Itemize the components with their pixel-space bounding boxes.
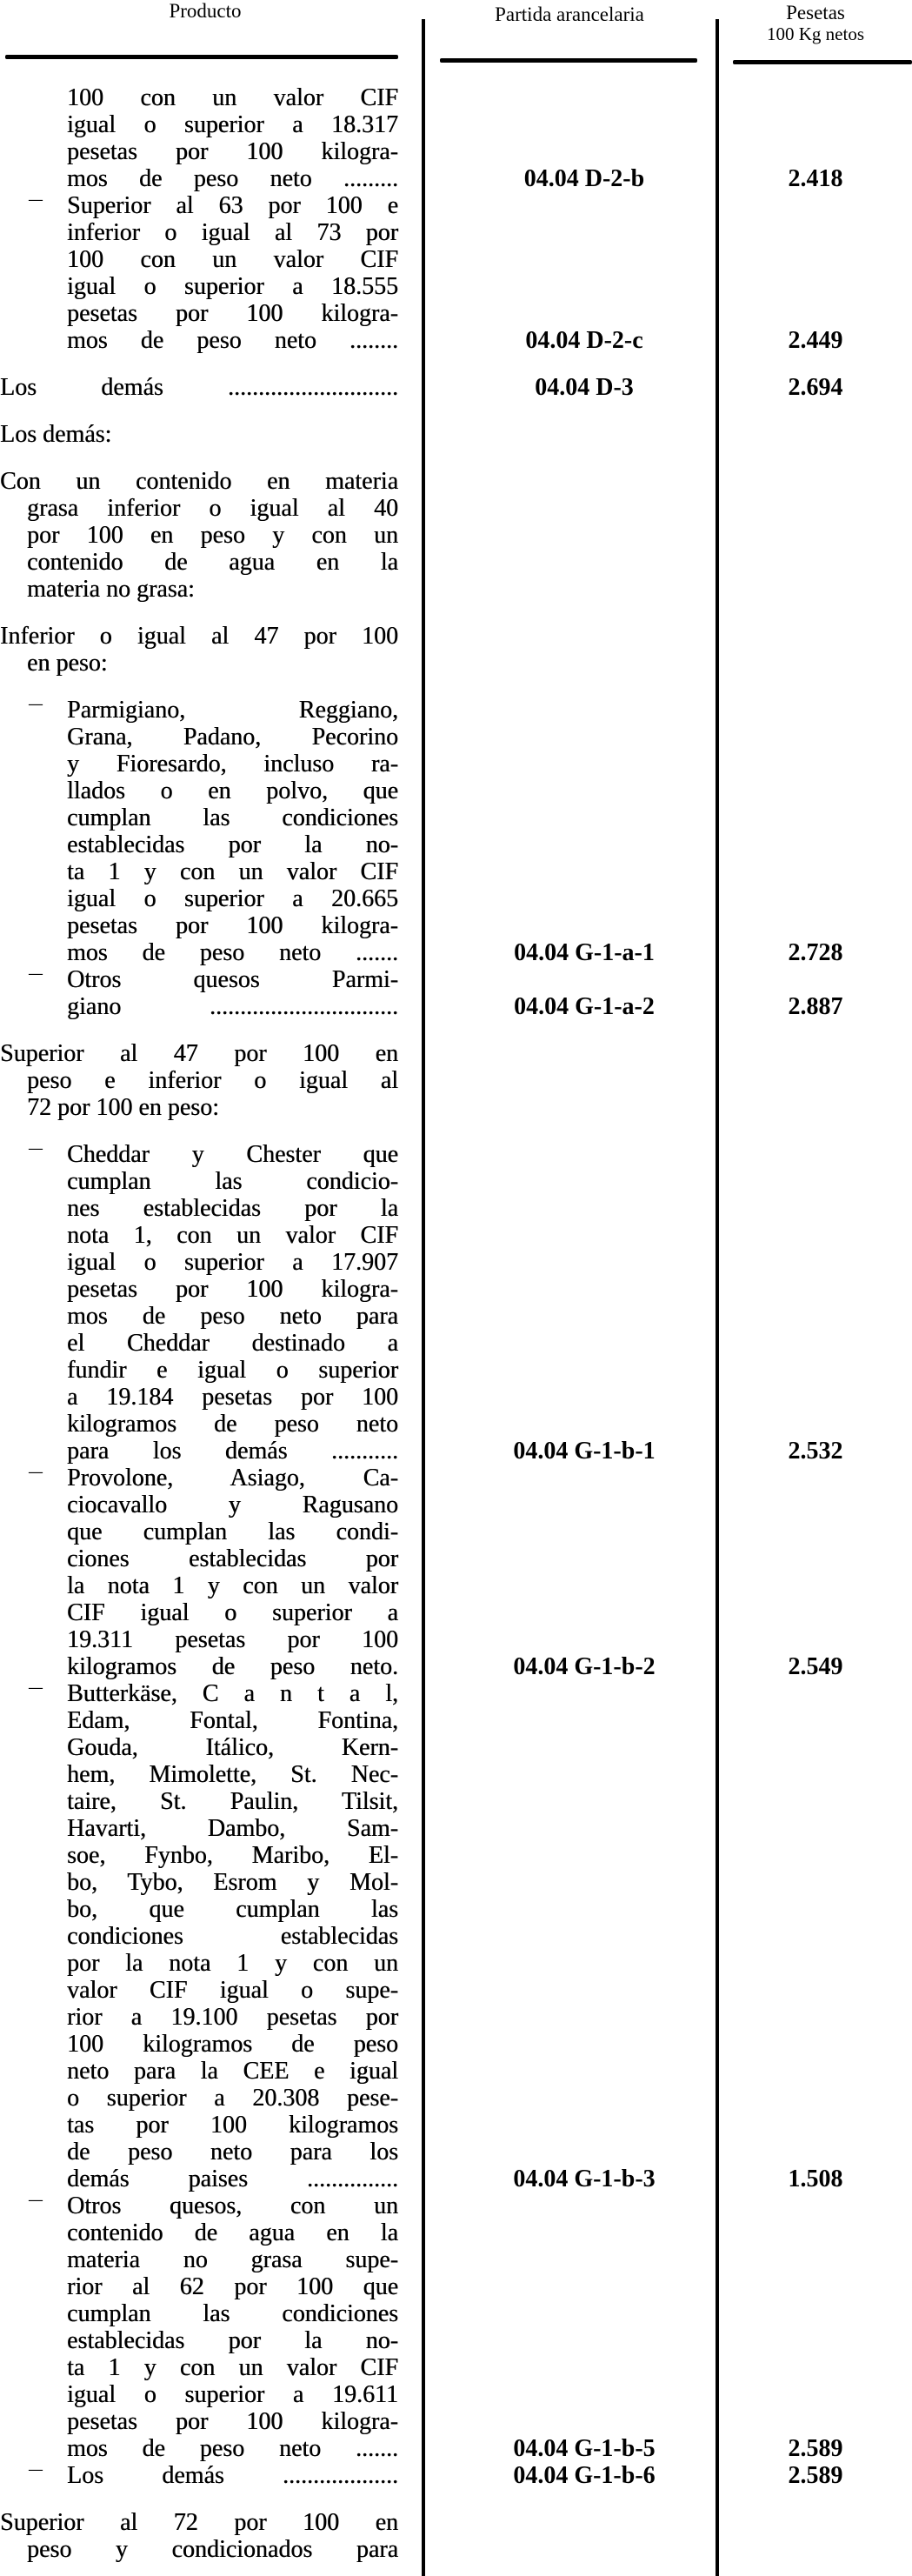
product-text-line: Superior al 72 por 100 en bbox=[0, 2509, 398, 2536]
product-text-line: por 100 en peso y con un bbox=[27, 522, 398, 549]
product-text-line: Otros quesos, con un bbox=[67, 2192, 398, 2219]
tariff-code: 04.04 D-2-b bbox=[523, 165, 645, 192]
product-text-line: pesetas por 100 kilogra- bbox=[67, 912, 398, 939]
price-value: 1.508 bbox=[788, 2166, 843, 2192]
product-text-line: mos de peso neto para bbox=[67, 1303, 398, 1330]
product-text-line: pesetas por 100 kilogra- bbox=[67, 300, 398, 327]
table-row bbox=[0, 1141, 912, 1465]
product-text-line: mos de peso neto ......... bbox=[67, 165, 398, 192]
tariff-code: 04.04 G-1-b-5 bbox=[513, 2435, 656, 2462]
product-text-line: hem, Mimolette, St. Nec- bbox=[67, 1761, 398, 1788]
row-values bbox=[0, 993, 912, 1020]
product-text-line: kilogramos de peso neto. bbox=[67, 1653, 398, 1680]
product-text-line: llados o en polvo, que bbox=[67, 777, 398, 804]
table-row bbox=[0, 966, 912, 1020]
dash-bullet-icon: — bbox=[29, 1141, 43, 1156]
row-values bbox=[0, 2462, 912, 2489]
product-text-line: establecidas por la no- bbox=[67, 831, 398, 858]
product-text-line: Provolone, Asiago, Ca- bbox=[67, 1465, 398, 1492]
table-row bbox=[0, 1040, 912, 1121]
product-text-line: Los demás ................... bbox=[67, 2462, 398, 2489]
header-tariff: Partida arancelaria bbox=[495, 3, 644, 25]
product-text-line: de peso neto para los bbox=[67, 2139, 398, 2166]
product-text-line: igual o superior a 20.665 bbox=[67, 885, 398, 912]
product-text-line: nota 1, con un valor CIF bbox=[67, 1222, 398, 1249]
product-text-line: Los demás: bbox=[0, 421, 112, 448]
product-text-line: cumplan las condiciones bbox=[67, 2300, 398, 2327]
product-text-line: grasa inferior o igual al 40 bbox=[27, 495, 398, 522]
product-text-line: Con un contenido en materia bbox=[0, 468, 398, 495]
dash-bullet-icon: — bbox=[29, 697, 43, 711]
product-text-line: Butterkäse, C a n t a l, bbox=[67, 1680, 398, 1707]
product-text-line: 100 kilogramos de peso bbox=[67, 2031, 398, 2058]
dash-bullet-icon: — bbox=[29, 192, 43, 207]
product-text-line: bo, que cumplan las bbox=[67, 1896, 398, 1923]
price-value: 2.589 bbox=[788, 2462, 843, 2489]
product-text-line: peso y condicionados para bbox=[27, 2536, 398, 2563]
header-price-line2: 100 Kg netos bbox=[767, 23, 864, 44]
table-row bbox=[0, 468, 912, 603]
product-text-line: igual o superior a 18.555 bbox=[67, 273, 398, 300]
product-text-line: por la nota 1 y con un bbox=[67, 1950, 398, 1977]
product-text-line: Grana, Padano, Pecorino bbox=[67, 724, 398, 751]
header-price-line1: Pesetas bbox=[786, 2, 845, 23]
dash-bullet-icon: — bbox=[29, 1680, 43, 1695]
product-text-line: la nota 1 y con un valor bbox=[67, 1572, 398, 1599]
table-row bbox=[0, 2509, 912, 2563]
product-text-line: fundir e igual o superior bbox=[67, 1357, 398, 1384]
product-text-line: rior al 62 por 100 que bbox=[67, 2273, 398, 2300]
product-text-line: condiciones establecidas bbox=[67, 1923, 398, 1950]
table-row bbox=[0, 84, 912, 192]
dash-bullet-icon: — bbox=[29, 2462, 43, 2477]
tariff-table-body bbox=[0, 84, 912, 2563]
tariff-code: 04.04 G-1-a-2 bbox=[514, 993, 655, 1020]
product-text-line: para los demás ........... bbox=[67, 1438, 398, 1465]
table-row bbox=[0, 421, 912, 448]
product-text-line: igual o superior a 17.907 bbox=[67, 1249, 398, 1276]
product-text-line: contenido de agua en la bbox=[27, 549, 398, 576]
price-value: 2.694 bbox=[788, 374, 843, 401]
header-rule-tariff bbox=[440, 58, 697, 63]
product-text-line: Otros quesos Parmi- bbox=[67, 966, 398, 993]
row-values bbox=[0, 374, 912, 401]
table-row bbox=[0, 374, 912, 401]
product-text-line: a 19.184 pesetas por 100 bbox=[67, 1384, 398, 1411]
product-text-line: nes establecidas por la bbox=[67, 1195, 398, 1222]
product-text-line: kilogramos de peso neto bbox=[67, 1411, 398, 1438]
dash-bullet-icon: — bbox=[29, 1465, 43, 1479]
product-text-line: mos de peso neto ....... bbox=[67, 939, 398, 966]
product-text-line: ciocavallo y Ragusano bbox=[67, 1492, 398, 1518]
table-row bbox=[0, 1680, 912, 2192]
product-text-line: giano ............................... bbox=[67, 993, 398, 1020]
product-text-line: materia no grasa supe- bbox=[67, 2246, 398, 2273]
product-text-line: y Fioresardo, incluso ra- bbox=[67, 751, 398, 777]
product-text-line: 100 con un valor CIF bbox=[67, 246, 398, 273]
price-value: 2.589 bbox=[788, 2435, 843, 2462]
tariff-code: 04.04 G-1-b-1 bbox=[513, 1438, 656, 1465]
header-rule-product bbox=[5, 55, 398, 59]
row-values bbox=[0, 939, 912, 966]
product-text-line: 100 con un valor CIF bbox=[67, 84, 398, 111]
product-text-line: pesetas por 100 kilogra- bbox=[67, 138, 398, 165]
product-text-line: rior a 19.100 pesetas por bbox=[67, 2004, 398, 2031]
tariff-code: 04.04 D-3 bbox=[535, 374, 634, 401]
row-values bbox=[0, 165, 912, 192]
row-values bbox=[0, 2166, 912, 2192]
product-text-line: Superior al 47 por 100 en bbox=[0, 1040, 398, 1067]
product-text-line: materia no grasa: bbox=[27, 576, 195, 603]
table-row bbox=[0, 2462, 912, 2489]
product-text-line: peso e inferior o igual al bbox=[27, 1067, 398, 1094]
product-text-line: demás paises ............... bbox=[67, 2166, 398, 2192]
product-text-line: que cumplan las condi- bbox=[67, 1518, 398, 1545]
product-text-line: Cheddar y Chester que bbox=[67, 1141, 398, 1168]
product-text-line: 19.311 pesetas por 100 bbox=[67, 1626, 398, 1653]
product-text-line: igual o superior a 18.317 bbox=[67, 111, 398, 138]
tariff-code: 04.04 G-1-b-2 bbox=[513, 1653, 656, 1680]
product-text-line: Gouda, Itálico, Kern- bbox=[67, 1734, 398, 1761]
table-row bbox=[0, 192, 912, 354]
tariff-code: 04.04 G-1-a-1 bbox=[514, 939, 655, 966]
product-text-line: cumplan las condiciones bbox=[67, 804, 398, 831]
tariff-code: 04.04 G-1-b-6 bbox=[513, 2462, 656, 2489]
product-text-line: mos de peso neto ....... bbox=[67, 2435, 398, 2462]
product-text-line: Superior al 63 por 100 e bbox=[67, 192, 398, 219]
header-rule-price bbox=[733, 60, 912, 64]
price-value: 2.449 bbox=[788, 327, 843, 354]
product-text-line: cumplan las condicio- bbox=[67, 1168, 398, 1195]
product-text-line: Edam, Fontal, Fontina, bbox=[67, 1707, 398, 1734]
price-value: 2.532 bbox=[788, 1438, 843, 1465]
product-text-line: Parmigiano, Reggiano, bbox=[67, 697, 398, 724]
dash-bullet-icon: — bbox=[29, 2192, 43, 2207]
dash-bullet-icon: — bbox=[29, 966, 43, 981]
product-text-line: soe, Fynbo, Maribo, El- bbox=[67, 1842, 398, 1869]
product-text-line: valor CIF igual o supe- bbox=[67, 1977, 398, 2004]
product-text-line: igual o superior a 19.611 bbox=[67, 2381, 398, 2408]
product-text-line: Inferior o igual al 47 por 100 bbox=[0, 623, 398, 650]
row-values bbox=[0, 327, 912, 354]
product-text-line: inferior o igual al 73 por bbox=[67, 219, 398, 246]
table-row bbox=[0, 697, 912, 966]
row-values bbox=[0, 1653, 912, 1680]
table-row bbox=[0, 2192, 912, 2462]
product-text-line: bo, Tybo, Esrom y Mol- bbox=[67, 1869, 398, 1896]
product-text-line: pesetas por 100 kilogra- bbox=[67, 2408, 398, 2435]
product-text-line: o superior a 20.308 pese- bbox=[67, 2085, 398, 2112]
product-text-line: establecidas por la no- bbox=[67, 2327, 398, 2354]
product-text-line: Los demás ............................ bbox=[0, 374, 398, 401]
price-value: 2.549 bbox=[788, 1653, 843, 1680]
product-text-line: tas por 100 kilogramos bbox=[67, 2112, 398, 2139]
product-text-line: neto para la CEE e igual bbox=[67, 2058, 398, 2085]
product-text-line: pesetas por 100 kilogra- bbox=[67, 1276, 398, 1303]
product-text-line: CIF igual o superior a bbox=[67, 1599, 398, 1626]
price-value: 2.728 bbox=[788, 939, 843, 966]
header-product: Producto bbox=[169, 0, 242, 22]
product-text-line: taire, St. Paulin, Tilsit, bbox=[67, 1788, 398, 1815]
product-text-line: Havarti, Dambo, Sam- bbox=[67, 1815, 398, 1842]
product-text-line: contenido de agua en la bbox=[67, 2219, 398, 2246]
row-values bbox=[0, 2435, 912, 2462]
table-row bbox=[0, 623, 912, 677]
product-text-line: ta 1 y con un valor CIF bbox=[67, 858, 398, 885]
product-text-line: 72 por 100 en peso: bbox=[27, 1094, 219, 1121]
table-row bbox=[0, 1465, 912, 1680]
product-text-line: ciones establecidas por bbox=[67, 1545, 398, 1572]
product-text-line: mos de peso neto ........ bbox=[67, 327, 398, 354]
tariff-code: 04.04 G-1-b-3 bbox=[513, 2166, 656, 2192]
product-text-line: ta 1 y con un valor CIF bbox=[67, 2354, 398, 2381]
tariff-code: 04.04 D-2-c bbox=[525, 327, 643, 354]
product-text-line: en peso: bbox=[27, 650, 108, 677]
row-values bbox=[0, 1438, 912, 1465]
product-text-line: el Cheddar destinado a bbox=[67, 1330, 398, 1357]
price-value: 2.887 bbox=[788, 993, 843, 1020]
price-value: 2.418 bbox=[788, 165, 843, 192]
